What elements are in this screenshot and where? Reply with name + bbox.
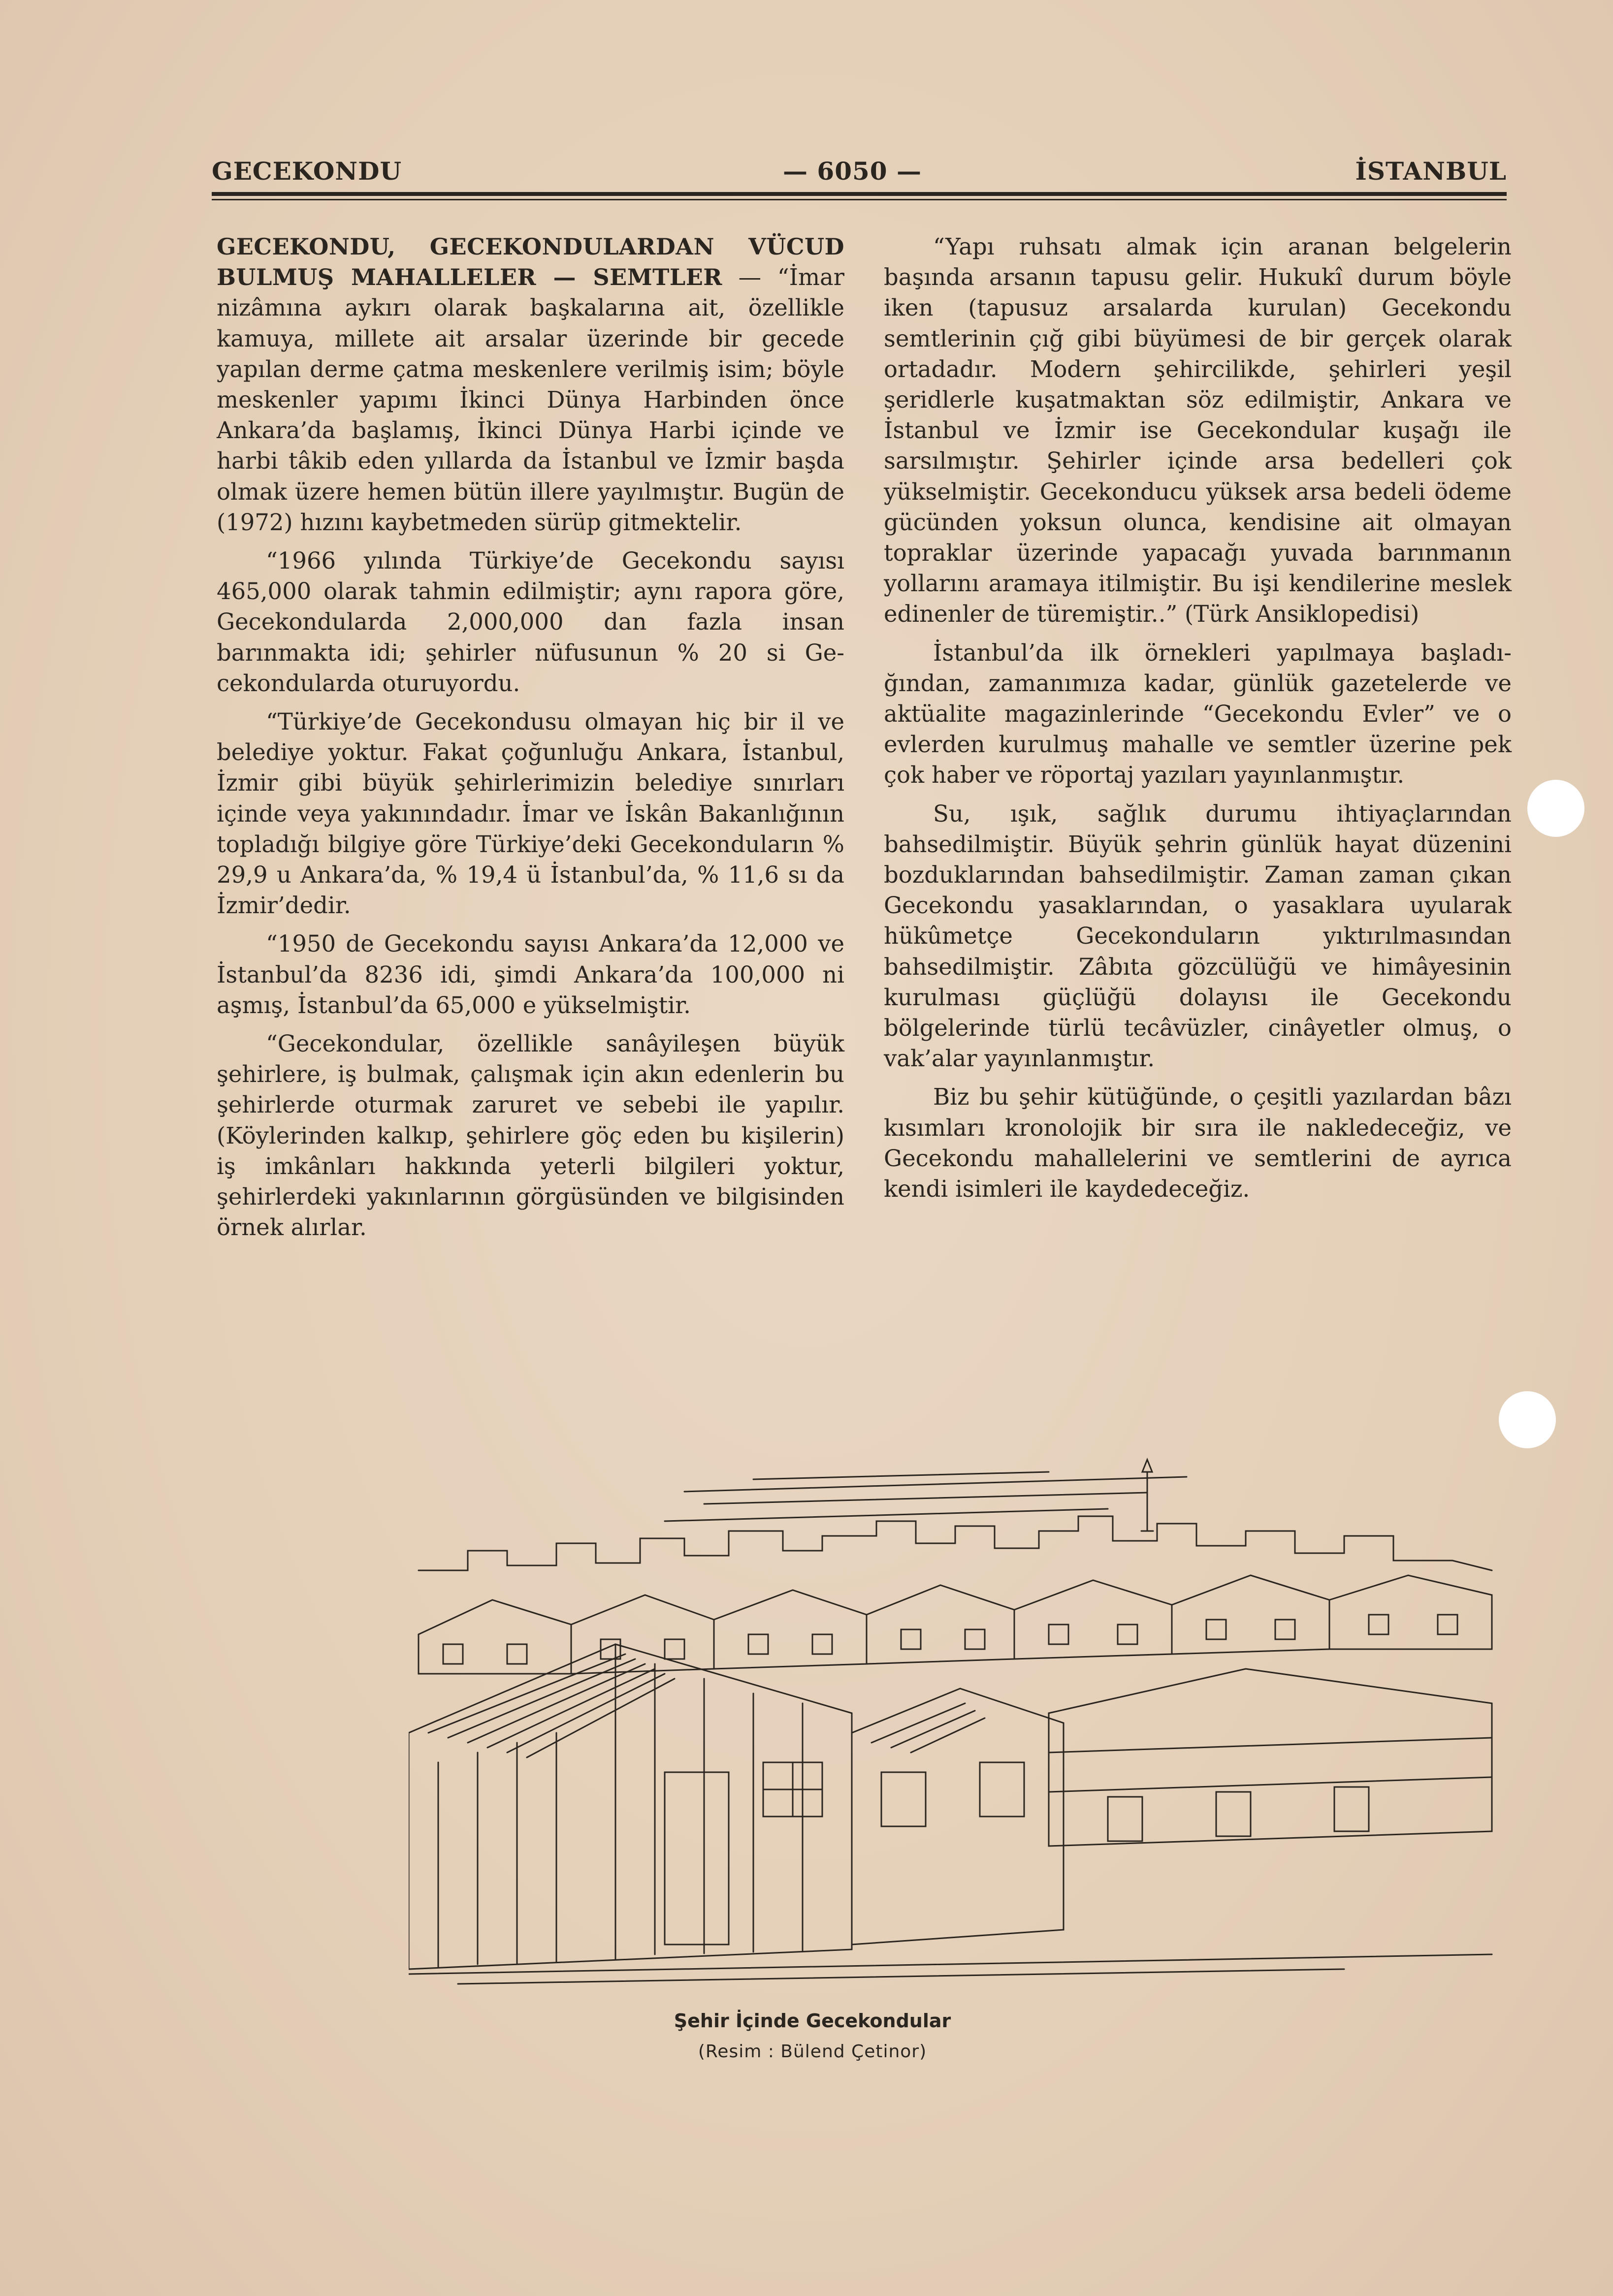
figure-caption: Şehir İçinde Gecekondular xyxy=(674,2010,951,2032)
header-city-title: İSTANBUL xyxy=(1355,157,1507,186)
figure-credit: (Resim : Bülend Çetinor) xyxy=(698,2041,927,2062)
paragraph: İstanbul’da ilk örnekleri yapılmaya başladığından, zamanımıza kadar, günlük gazetelerde ve aktüalite magazinlerinde “Gecekondu Evler” ve o evlerden kurulmuş mahalle ve semtler üzerine pek çok haber ve röportaj yazıları yayınlanmıştır. xyxy=(884,639,1512,789)
header-section-title: GECEKONDU xyxy=(212,157,402,186)
paragraph: “Yapı ruhsatı almak için aranan belgelerin başında arsanın tapusu gelir. Hukukî durum böyle iken (tapusuz arsalarda kurulan) Gecekondu semtlerinin çığ gibi büyümesi de bir gerçek olarak ortadadır. Modern şehircilikde, şehirleri yeşil şeridlerle kuşatmaktan söz edilmiştir, Ankara ve İstanbul ve İzmir ise Gecekondular kuşağı ile sarsılmıştır. Şehirler içinde arsa bedelleri çok yükselmiştir. Gecekonducu yüksek arsa bedeli ödeme gücünden yoksun olunca, kendisine ait olmayan topraklar üzerinde yapacağı yuvada barınmanın yollarını aramaya itilmiştir. Bu işi kendilerine meslek edinenler de türemiştir..” (Türk Ansiklopedisi) xyxy=(884,233,1512,628)
paragraph: Biz bu şehir kütüğünde, o çeşitli yazılardan bâzı kısımları kronolojik bir sıra ile nakledeceğiz, ve Gecekondu mahallelerini ve semtlerini de ayrıca kendi isimleri ile kaydedeceğiz. xyxy=(884,1084,1512,1203)
entry-text: — “İmar nizâmına aykırı olarak başkalarına ait, özellikle kamuya, millete ait arsalar üzerinde bir gecede yapılan derme çatma meskenlere verilmiş isim; böyle meskenler yapımı İkinci Dünya Harbinden önce Ankara’da başlamış, İkinci Dünya Harbi içinde ve harbi tâkib eden yıllarda da İstanbul ve İzmir başda olmak üzere hemen bütün illere yayılmıştır. Bugün de (1972) hızını kaybetmeden sürüp gitmektelir. xyxy=(217,264,845,536)
paragraph: “1950 de Gecekondu sayısı Ankara’da 12,000 ve İstanbul’da 8236 idi, şimdi Ankara’da 100,000 ni aşmış, İstanbul’da 65,000 e yükselmiştir. xyxy=(217,930,844,1019)
paragraph: “1966 yılında Türkiye’de Gecekondu sayısı 465,000 olarak tahmin edilmiştir; aynı rapora göre, Gecekondularda 2,000,000 dan fazla insan barınmakta idi; şehirler nüfusunun % 20 si Gecekondularda oturuyordu. xyxy=(217,547,844,697)
gecekondu-sketch-illustration xyxy=(409,1457,1502,1989)
entry-paragraph xyxy=(217,231,844,538)
page-number: — 6050 — xyxy=(783,157,922,186)
paragraph: Su, ışık, sağlık durumu ihtiyaçlarından bahsedilmiştir. Büyük şehrin günlük hayat düzenini bozduklarından bahsedilmiştir. Zaman zaman çıkan Gecekondu yasaklarından, o yasaklara uyularak hükûmetçe Gecekonduların yıktırılmasından bahsedilmiştir. Zâbıta gözcülüğü ve himâyesinin kurulması güçlüğü dolayısı ile Gecekondu bölgelerinde türlü tecâvüzler, cinâyetler olmuş, o vak’alar yayınlanmıştır. xyxy=(884,800,1512,1072)
left-column xyxy=(217,231,844,1243)
entry-heading: GECEKONDU, GECEKONDULARDAN VÜCUD BULMUŞ MAHALLELER — SEMTLER xyxy=(217,233,844,291)
right-column xyxy=(884,231,1512,1204)
paragraph: “Türkiye’de Gecekondusu olmayan hiç bir il ve belediye yoktur. Fakat çoğunluğu Ankara, İstanbul, İzmir gibi büyük şehirlerimizin belediye sınırları içinde veya yakınındadır. İmar ve İskân Bakanlığının topladığı bilgiye göre Türkiye’deki Gecekonduların % 29,9 u Ankara’da, % 19,4 ü İstanbul’da, % 11,6 sı da İzmir’dedir. xyxy=(217,708,844,919)
running-header xyxy=(212,157,1507,186)
header-rule-thick xyxy=(212,192,1507,196)
header-rule-thin xyxy=(212,199,1507,200)
punch-hole xyxy=(1527,780,1584,837)
paragraph: “Gecekondular, özellikle sanâyileşen büyük şehirlere, iş bulmak, çalışmak için akın edenlerin bu şehirlerde oturmak zaruret ve sebebi ile yapılır. (Köylerinden kalkıp, şehirlere göç eden bu kişilerin) iş imkânları hakkında yeterli bilgileri yoktur, şehirlerdeki yakınlarının görgüsünden ve bilgisinden örnek alırlar. xyxy=(217,1030,844,1241)
punch-hole xyxy=(1499,1391,1556,1448)
